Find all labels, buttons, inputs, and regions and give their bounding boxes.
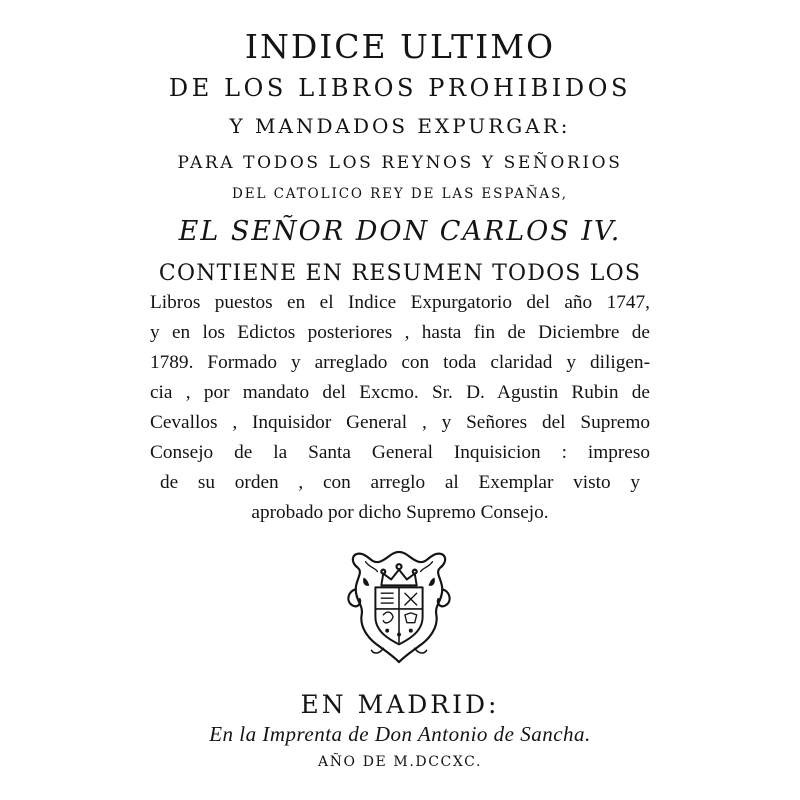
title-line-3: Y MANDADOS EXPURGAR: [229,114,571,138]
body-line-4: cia , por mandato del Excmo. Sr. D. Agustin Rubin de [150,382,650,403]
title-line-6: EL SEÑOR DON CARLOS IV. [178,216,622,247]
body-line-1: Libros puestos en el Indice Expurgatorio del año 1747, [150,292,650,313]
body-line-2: y en los Edictos posteriores , hasta fin de Diciembre de [150,322,650,343]
body-line-7: de su orden , con arreglo al Exemplar visto y [160,472,640,493]
body-line-8: aprobado por dicho Supremo Consejo. [251,502,549,523]
title-line-5: DEL CATOLICO REY DE LAS ESPAÑAS, [232,186,568,202]
body-line-3: 1789. Formado y arreglado con toda claridad y diligen- [150,352,650,373]
title-line-2: DE LOS LIBROS PROHIBIDOS [168,74,632,102]
contents-heading: CONTIENE EN RESUMEN TODOS LOS [158,261,642,286]
coat-of-arms-icon [340,548,458,666]
body-line-6: Consejo de la Santa General Inquisicion : impreso [150,442,650,463]
imprint-city: EN MADRID: [300,690,500,719]
imprint-printer: En la Imprenta de Don Antonio de Sancha. [209,722,591,746]
body-line-5: Cevallos , Inquisidor General , y Señores del Supremo [150,412,650,433]
title-line-4: PARA TODOS LOS REYNOS Y SEÑORIOS [177,153,623,173]
title-line-1: INDICE ULTIMO [244,27,556,66]
imprint-year: AÑO DE M.DCCXC. [318,754,482,770]
